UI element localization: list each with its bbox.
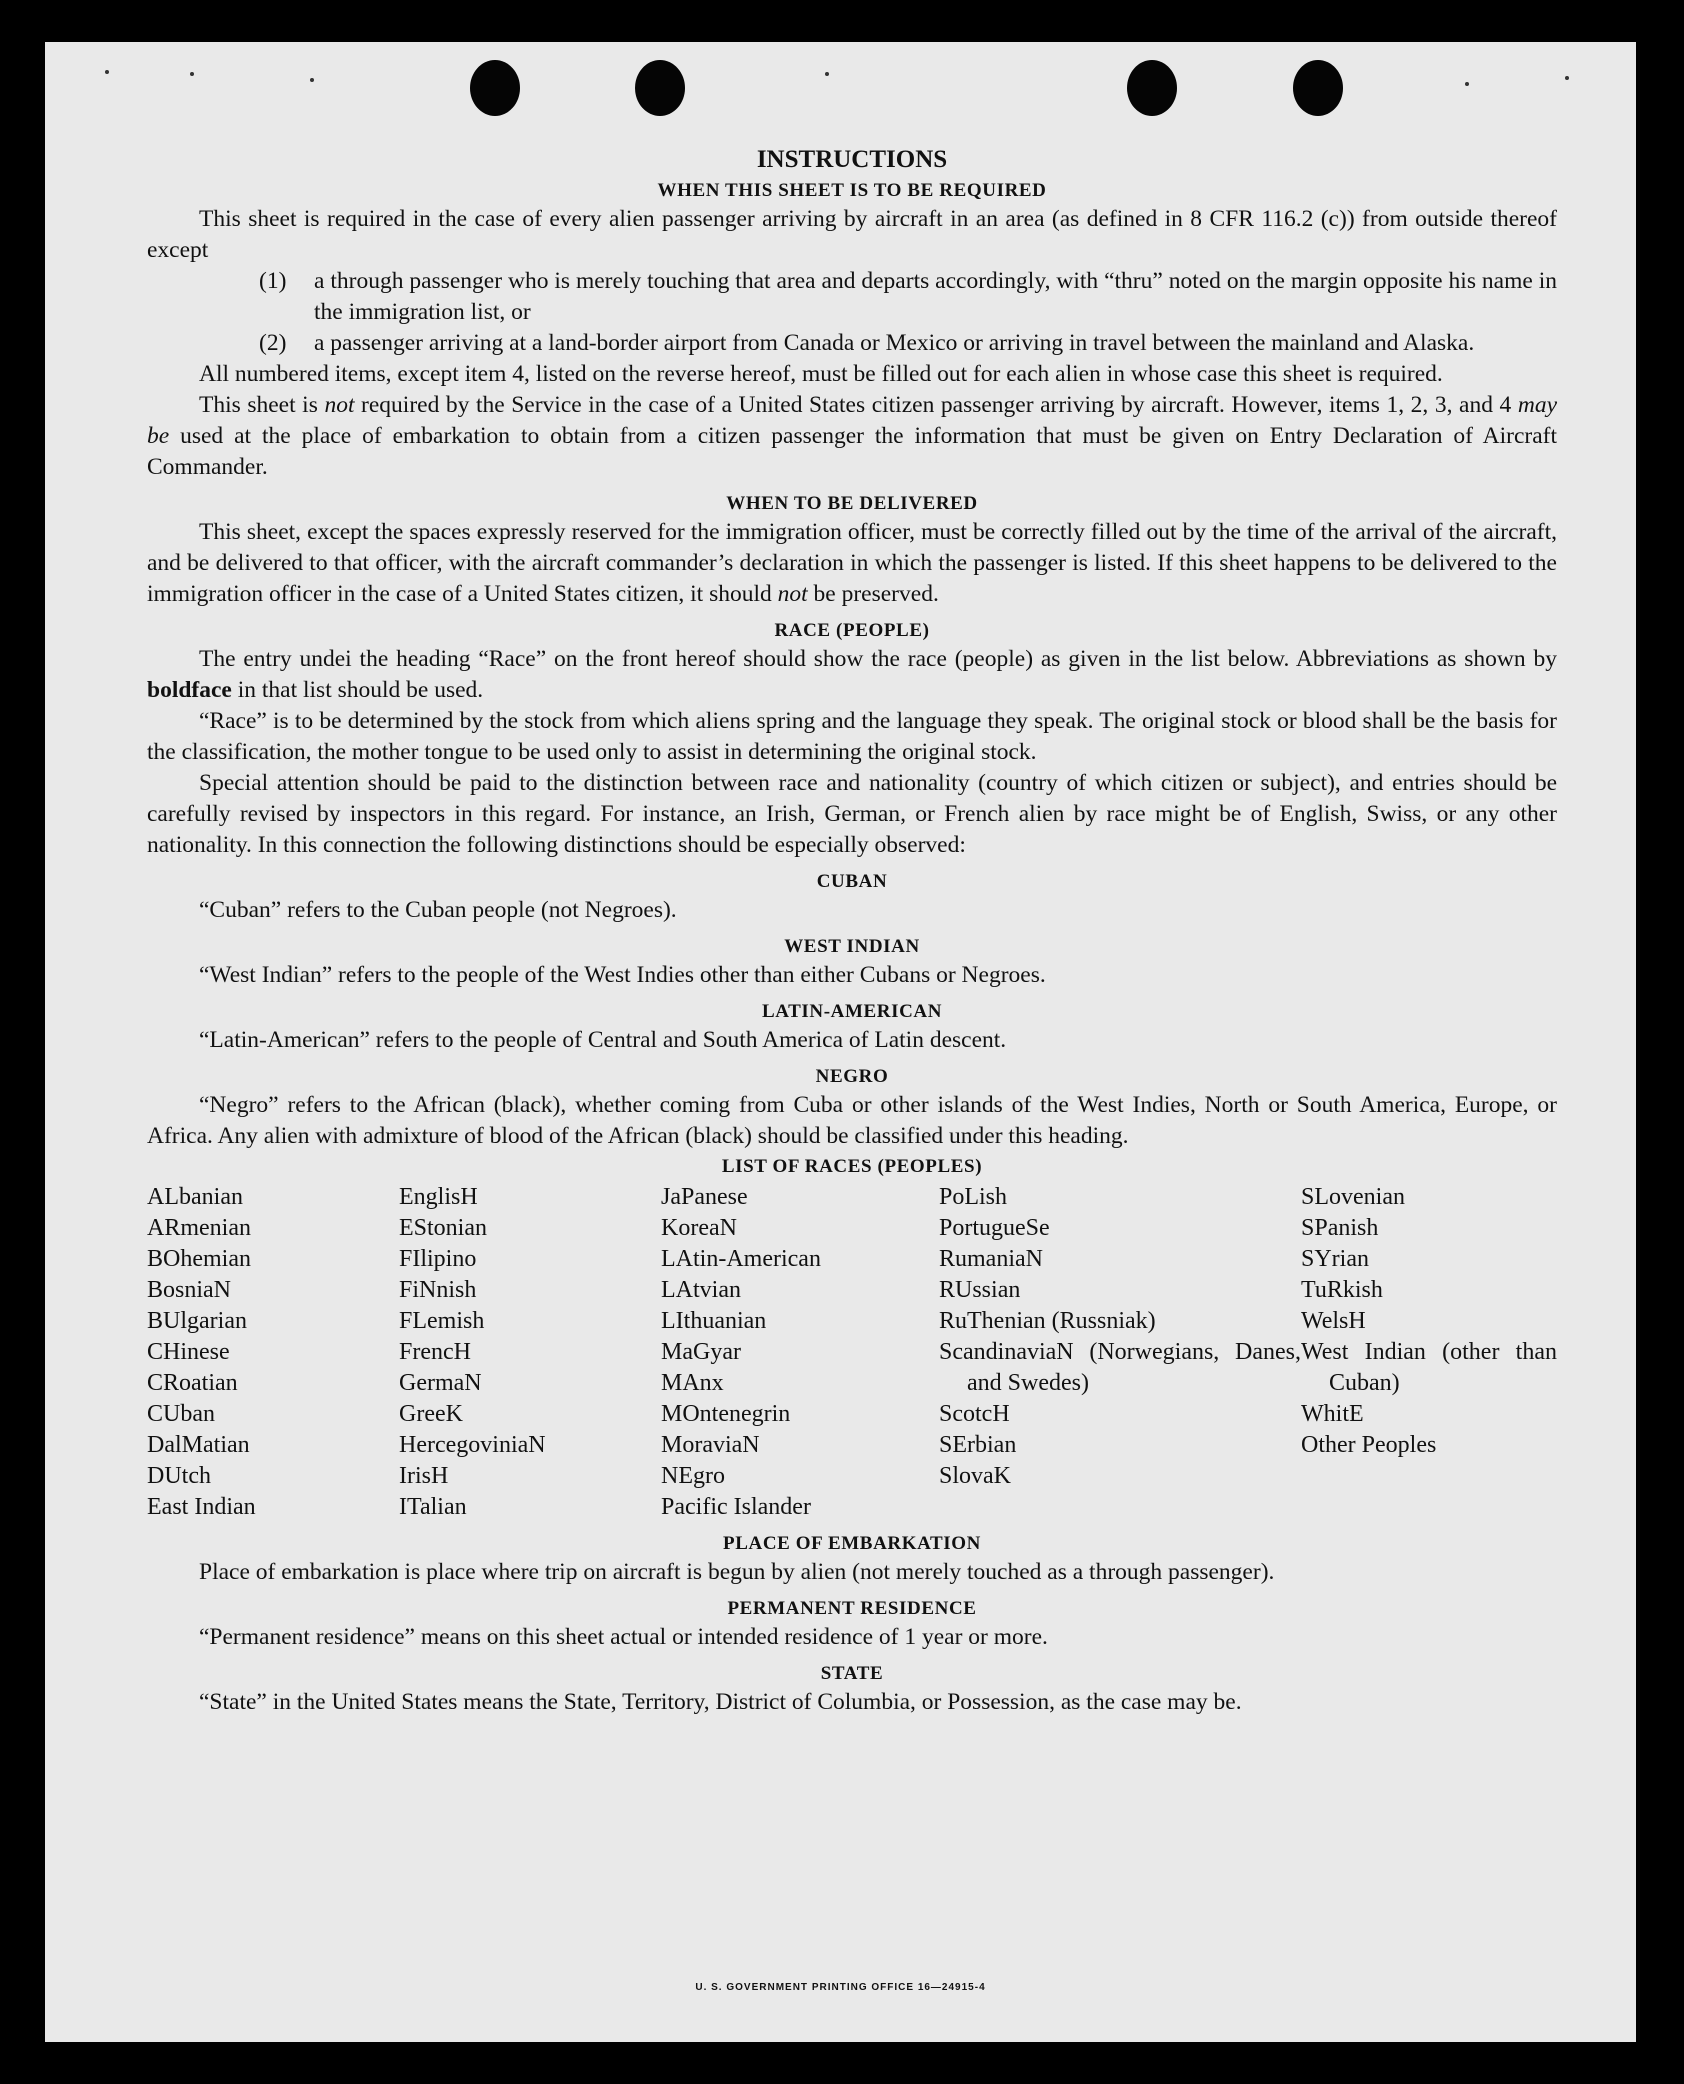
paragraph-race-nationality: Special attention should be paid to the distinction between race and nationality (country of which citizen or subject), and entries should be carefully revised by inspectors in this regard. For instance, an Irish, German, or French alien by race might be of English, Swiss, or any other nationality. In this connection the following distinctions should be especially observed:	[147, 770, 1557, 858]
race-entry: BosniaN	[147, 1277, 231, 1303]
race-entry: East Indian	[147, 1494, 256, 1520]
race-entry: FiNnish	[399, 1277, 477, 1303]
paragraph-race-stock: “Race” is to be determined by the stock from which aliens spring and the language they speak. The original stock or blood shall be the basis for the classification, the mother tongue to be used only to assist in determining the original stock.	[147, 708, 1557, 765]
race-entry: KoreaN	[661, 1215, 737, 1241]
race-entry: PortugueSe	[939, 1215, 1050, 1241]
heading-state: STATE	[820, 1663, 884, 1684]
race-entry: SYrian	[1301, 1246, 1369, 1272]
heading-negro: NEGRO	[815, 1066, 889, 1087]
race-entry: LAtvian	[661, 1277, 741, 1303]
race-entry: CUban	[147, 1401, 215, 1427]
race-entry: CHinese	[147, 1339, 230, 1365]
race-entry: RuThenian (Russniak)	[939, 1308, 1156, 1334]
item-text: a through passenger who is merely touching that area and departs accordingly, with “thru” noted on the margin opposite his name in the immigration list, or	[314, 268, 1557, 325]
race-entry: CRoatian	[147, 1370, 238, 1396]
emphasis-text: not	[324, 392, 355, 418]
race-entry: BOhemian	[147, 1246, 251, 1272]
race-entry: FrencH	[399, 1339, 471, 1365]
text-run: The entry undei the heading “Race” on the front hereof should show the race (people) as given in the list below. Abbreviations as shown by	[199, 646, 1557, 672]
heading-embarkation: PLACE OF EMBARKATION	[723, 1533, 981, 1554]
race-entry: West Indian (other than Cuban)	[1301, 1339, 1557, 1396]
races-column	[1301, 1182, 1557, 1523]
paragraph-citizen	[147, 390, 1557, 483]
race-entry: SPanish	[1301, 1215, 1379, 1241]
race-entry: ScandinaviaN (Norwegians, Danes, and Swedes)	[939, 1339, 1301, 1396]
document-sheet	[45, 42, 1636, 2042]
race-entry: Other Peoples	[1301, 1432, 1437, 1458]
race-entry: BUlgarian	[147, 1308, 247, 1334]
races-column	[399, 1182, 661, 1523]
race-entry: SLovenian	[1301, 1184, 1405, 1210]
race-entry: WelsH	[1301, 1308, 1366, 1334]
heading-west-indian: WEST INDIAN	[784, 936, 920, 957]
race-entry: HercegoviniaN	[399, 1432, 546, 1458]
punch-hole	[1293, 60, 1343, 116]
races-list	[147, 1182, 1557, 1523]
text-run: used at the place of embarkation to obtain from a citizen passenger the information that must be given on Entry Declaration of Aircraft Commander.	[147, 423, 1557, 480]
scan-speck	[105, 70, 109, 74]
item-number: (2)	[259, 330, 287, 356]
punch-hole	[635, 60, 685, 116]
paragraph-delivered	[147, 517, 1557, 610]
paragraph-latin-american: “Latin-American” refers to the people of Central and South America of Latin descent.	[199, 1027, 1007, 1053]
scan-speck	[310, 78, 314, 82]
race-entry: DUtch	[147, 1463, 211, 1489]
race-entry: LIthuanian	[661, 1308, 767, 1334]
page-title: INSTRUCTIONS	[756, 146, 948, 173]
paragraph-required-intro: This sheet is required in the case of every alien passenger arriving by aircraft in an area (as defined in 8 CFR 116.2 (c)) from outside thereof except	[147, 206, 1557, 263]
heading-permanent-residence: PERMANENT RESIDENCE	[727, 1598, 977, 1619]
paragraph-cuban: “Cuban” refers to the Cuban people (not Negroes).	[199, 897, 677, 923]
race-entry: RumaniaN	[939, 1246, 1043, 1272]
race-entry: MOntenegrin	[661, 1401, 791, 1427]
race-entry: MaGyar	[661, 1339, 741, 1365]
item-number: (1)	[259, 268, 287, 294]
scan-speck	[825, 72, 829, 76]
race-entry: GermaN	[399, 1370, 482, 1396]
heading-race: RACE (PEOPLE)	[774, 620, 930, 641]
race-entry: Pacific Islander	[661, 1494, 811, 1520]
punch-hole	[1127, 60, 1177, 116]
races-column	[939, 1182, 1301, 1523]
text-run: be preserved.	[807, 581, 939, 607]
text-run: This sheet, except the spaces expressly reserved for the immigration officer, must be correctly filled out by the time of the arrival of the aircraft, and be delivered to that officer, with the aircraft commander’s declaration in which the passenger is listed. If this sheet happens to be delivered to the immigration officer in the case of a United States citizen, it should	[147, 519, 1557, 607]
paragraph-state: “State” in the United States means the State, Territory, District of Columbia, or Possession, as the case may be.	[199, 1689, 1242, 1715]
bold-text: boldface	[147, 677, 232, 703]
race-entry: ALbanian	[147, 1184, 243, 1210]
paragraph-embarkation: Place of embarkation is place where trip on aircraft is begun by alien (not merely touched as a through passenger).	[199, 1559, 1275, 1585]
list-item	[259, 328, 1557, 359]
race-entry: EnglisH	[399, 1184, 478, 1210]
emphasis-text: not	[777, 581, 808, 607]
paragraph-negro: “Negro” refers to the African (black), whether coming from Cuba or other islands of the West Indies, North or South America, Europe, or Africa. Any alien with admixture of blood of the African (black) should be classified under this heading.	[147, 1092, 1557, 1149]
paragraph-permanent-residence: “Permanent residence” means on this sheet actual or intended residence of 1 year or more.	[199, 1624, 1048, 1650]
paragraph-west-indian: “West Indian” refers to the people of the West Indies other than either Cubans or Negroes.	[199, 962, 1046, 988]
heading-cuban: CUBAN	[816, 871, 888, 892]
printing-office-footer: U. S. GOVERNMENT PRINTING OFFICE 16—24915-4	[695, 1982, 986, 1993]
race-entry: ARmenian	[147, 1215, 251, 1241]
race-entry: IrisH	[399, 1463, 449, 1489]
scan-speck	[190, 72, 194, 76]
text-run: required by the Service in the case of a United States citizen passenger arriving by aircraft. However, items 1, 2, 3, and 4	[354, 392, 1518, 418]
race-entry: FLemish	[399, 1308, 485, 1334]
race-entry: LAtin-American	[661, 1246, 821, 1272]
heading-list-of-races: LIST OF RACES (PEOPLES)	[721, 1156, 983, 1177]
scan-speck	[1565, 76, 1569, 80]
punch-hole	[470, 60, 520, 116]
emphasis-text: may be	[147, 392, 1557, 449]
race-entry: PoLish	[939, 1184, 1008, 1210]
race-entry: NEgro	[661, 1463, 725, 1489]
paragraph-race-entry	[147, 644, 1557, 706]
race-entry: TuRkish	[1301, 1277, 1383, 1303]
scan-speck	[1465, 82, 1469, 86]
race-entry: ScotcH	[939, 1401, 1010, 1427]
races-column	[661, 1182, 939, 1523]
race-entry: RUssian	[939, 1277, 1021, 1303]
text-run: This sheet is	[199, 392, 325, 418]
race-entry: EStonian	[399, 1215, 487, 1241]
race-entry: SErbian	[939, 1432, 1017, 1458]
races-column	[147, 1182, 399, 1523]
heading-when-required: WHEN THIS SHEET IS TO BE REQUIRED	[657, 180, 1047, 201]
race-entry: JaPanese	[661, 1184, 748, 1210]
paragraph-numbered-items: All numbered items, except item 4, listed on the reverse hereof, must be filled out for each alien in whose case this sheet is required.	[199, 361, 1443, 387]
race-entry: FIlipino	[399, 1246, 477, 1272]
list-item	[259, 266, 1557, 328]
race-entry: WhitE	[1301, 1401, 1364, 1427]
heading-latin-american: LATIN-AMERICAN	[761, 1001, 943, 1022]
text-run: in that list should be used.	[231, 677, 484, 703]
race-entry: ITalian	[399, 1494, 467, 1520]
item-text: a passenger arriving at a land-border airport from Canada or Mexico or arriving in travel between the mainland and Alaska.	[314, 330, 1475, 356]
race-entry: GreeK	[399, 1401, 463, 1427]
race-entry: MAnx	[661, 1370, 724, 1396]
heading-when-delivered: WHEN TO BE DELIVERED	[726, 493, 978, 514]
instructions-content	[147, 140, 1557, 1718]
race-entry: DalMatian	[147, 1432, 250, 1458]
race-entry: SlovaK	[939, 1463, 1011, 1489]
race-entry: MoraviaN	[661, 1432, 760, 1458]
